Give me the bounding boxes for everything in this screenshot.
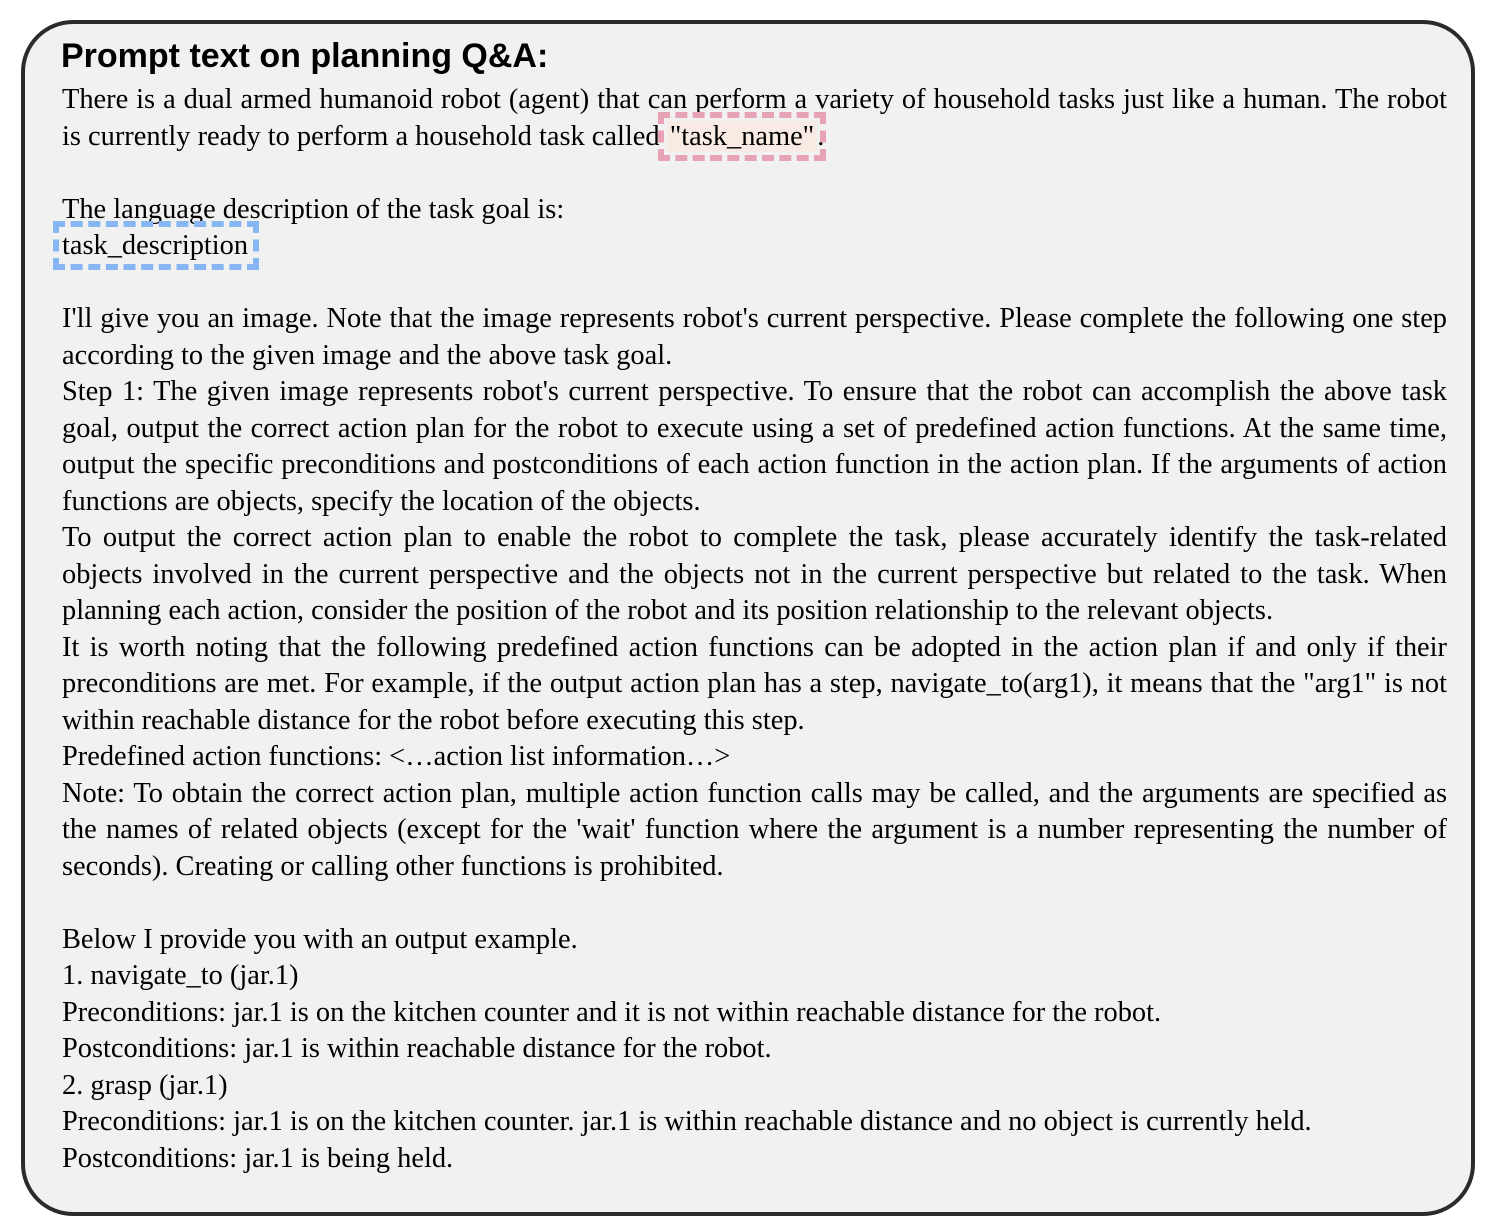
example-line: Postconditions: jar.1 is being held. bbox=[62, 1142, 454, 1174]
predefined-functions-line: Predefined action functions: <…action list information…> bbox=[62, 741, 731, 772]
step-1-paragraph: Step 1: The given image represents robot's current perspective. To ensure that the robot can accomplish the above task goal, output the correct action plan for the robot to execute using a set of predefined action functions. At the same time, output the specific preconditions and postconditions of each action function in the action plan. If the arguments of action functions are objects, specify the location of the objects. bbox=[62, 376, 1447, 517]
goal-line bbox=[62, 228, 1447, 265]
blank-line bbox=[62, 155, 1447, 192]
prompt-body bbox=[62, 82, 1447, 1177]
example-line: 2. grasp (jar.1) bbox=[62, 1069, 228, 1101]
example-line: 1. navigate_to (jar.1) bbox=[62, 960, 299, 991]
example-line: Preconditions: jar.1 is on the kitchen counter and it is not within reachable distance for the robot. bbox=[62, 996, 1162, 1028]
image-instruction-paragraph: I'll give you an image. Note that the image represents robot's current perspective. Please complete the following one step according to the given image and the above task goal. bbox=[62, 303, 1447, 371]
task-description-placeholder: task_description bbox=[62, 230, 249, 261]
preconditions-note-paragraph: It is worth noting that the following predefined action functions can be adopted in the action plan if and only if their preconditions are met. For example, if the output action plan has a step, navigate_to(arg1), it means that the "arg1" is not within reachable distance for the robot before executing this step. bbox=[62, 631, 1447, 736]
example-intro: Below I provide you with an output example. bbox=[62, 923, 578, 955]
example-line: Postconditions: jar.1 is within reachable distance for the robot. bbox=[62, 1033, 772, 1064]
panel-title: Prompt text on planning Q&A: bbox=[61, 37, 549, 75]
blank-line bbox=[62, 885, 1447, 922]
intro-text-end: . bbox=[817, 120, 825, 152]
intro-paragraph bbox=[62, 82, 1447, 155]
example-line: Preconditions: jar.1 is on the kitchen counter. jar.1 is within reachable distance and no object is currently held. bbox=[62, 1106, 1312, 1137]
blank-line bbox=[62, 265, 1447, 302]
goal-label: The language description of the task goal is: bbox=[62, 193, 565, 225]
intro-text: There is a dual armed humanoid robot (agent) that can perform a variety of household tasks just like a human. The robot is currently ready to perform a household task called bbox=[62, 84, 1447, 152]
task-name-placeholder: "task_name" bbox=[667, 121, 818, 152]
identify-objects-paragraph: To output the correct action plan to enable the robot to complete the task, please accurately identify the task-related objects involved in the current perspective and the objects not in the current perspective but related to the task. When planning each action, consider the position of the robot and its position relationship to the relevant objects. bbox=[62, 522, 1447, 626]
prompt-panel bbox=[21, 20, 1475, 1216]
note-paragraph: Note: To obtain the correct action plan, multiple action function calls may be called, and the arguments are specified as the names of related objects (except for the 'wait' function where the argument is a number representing the number of seconds). Creating or calling other functions is prohibited. bbox=[62, 777, 1447, 882]
